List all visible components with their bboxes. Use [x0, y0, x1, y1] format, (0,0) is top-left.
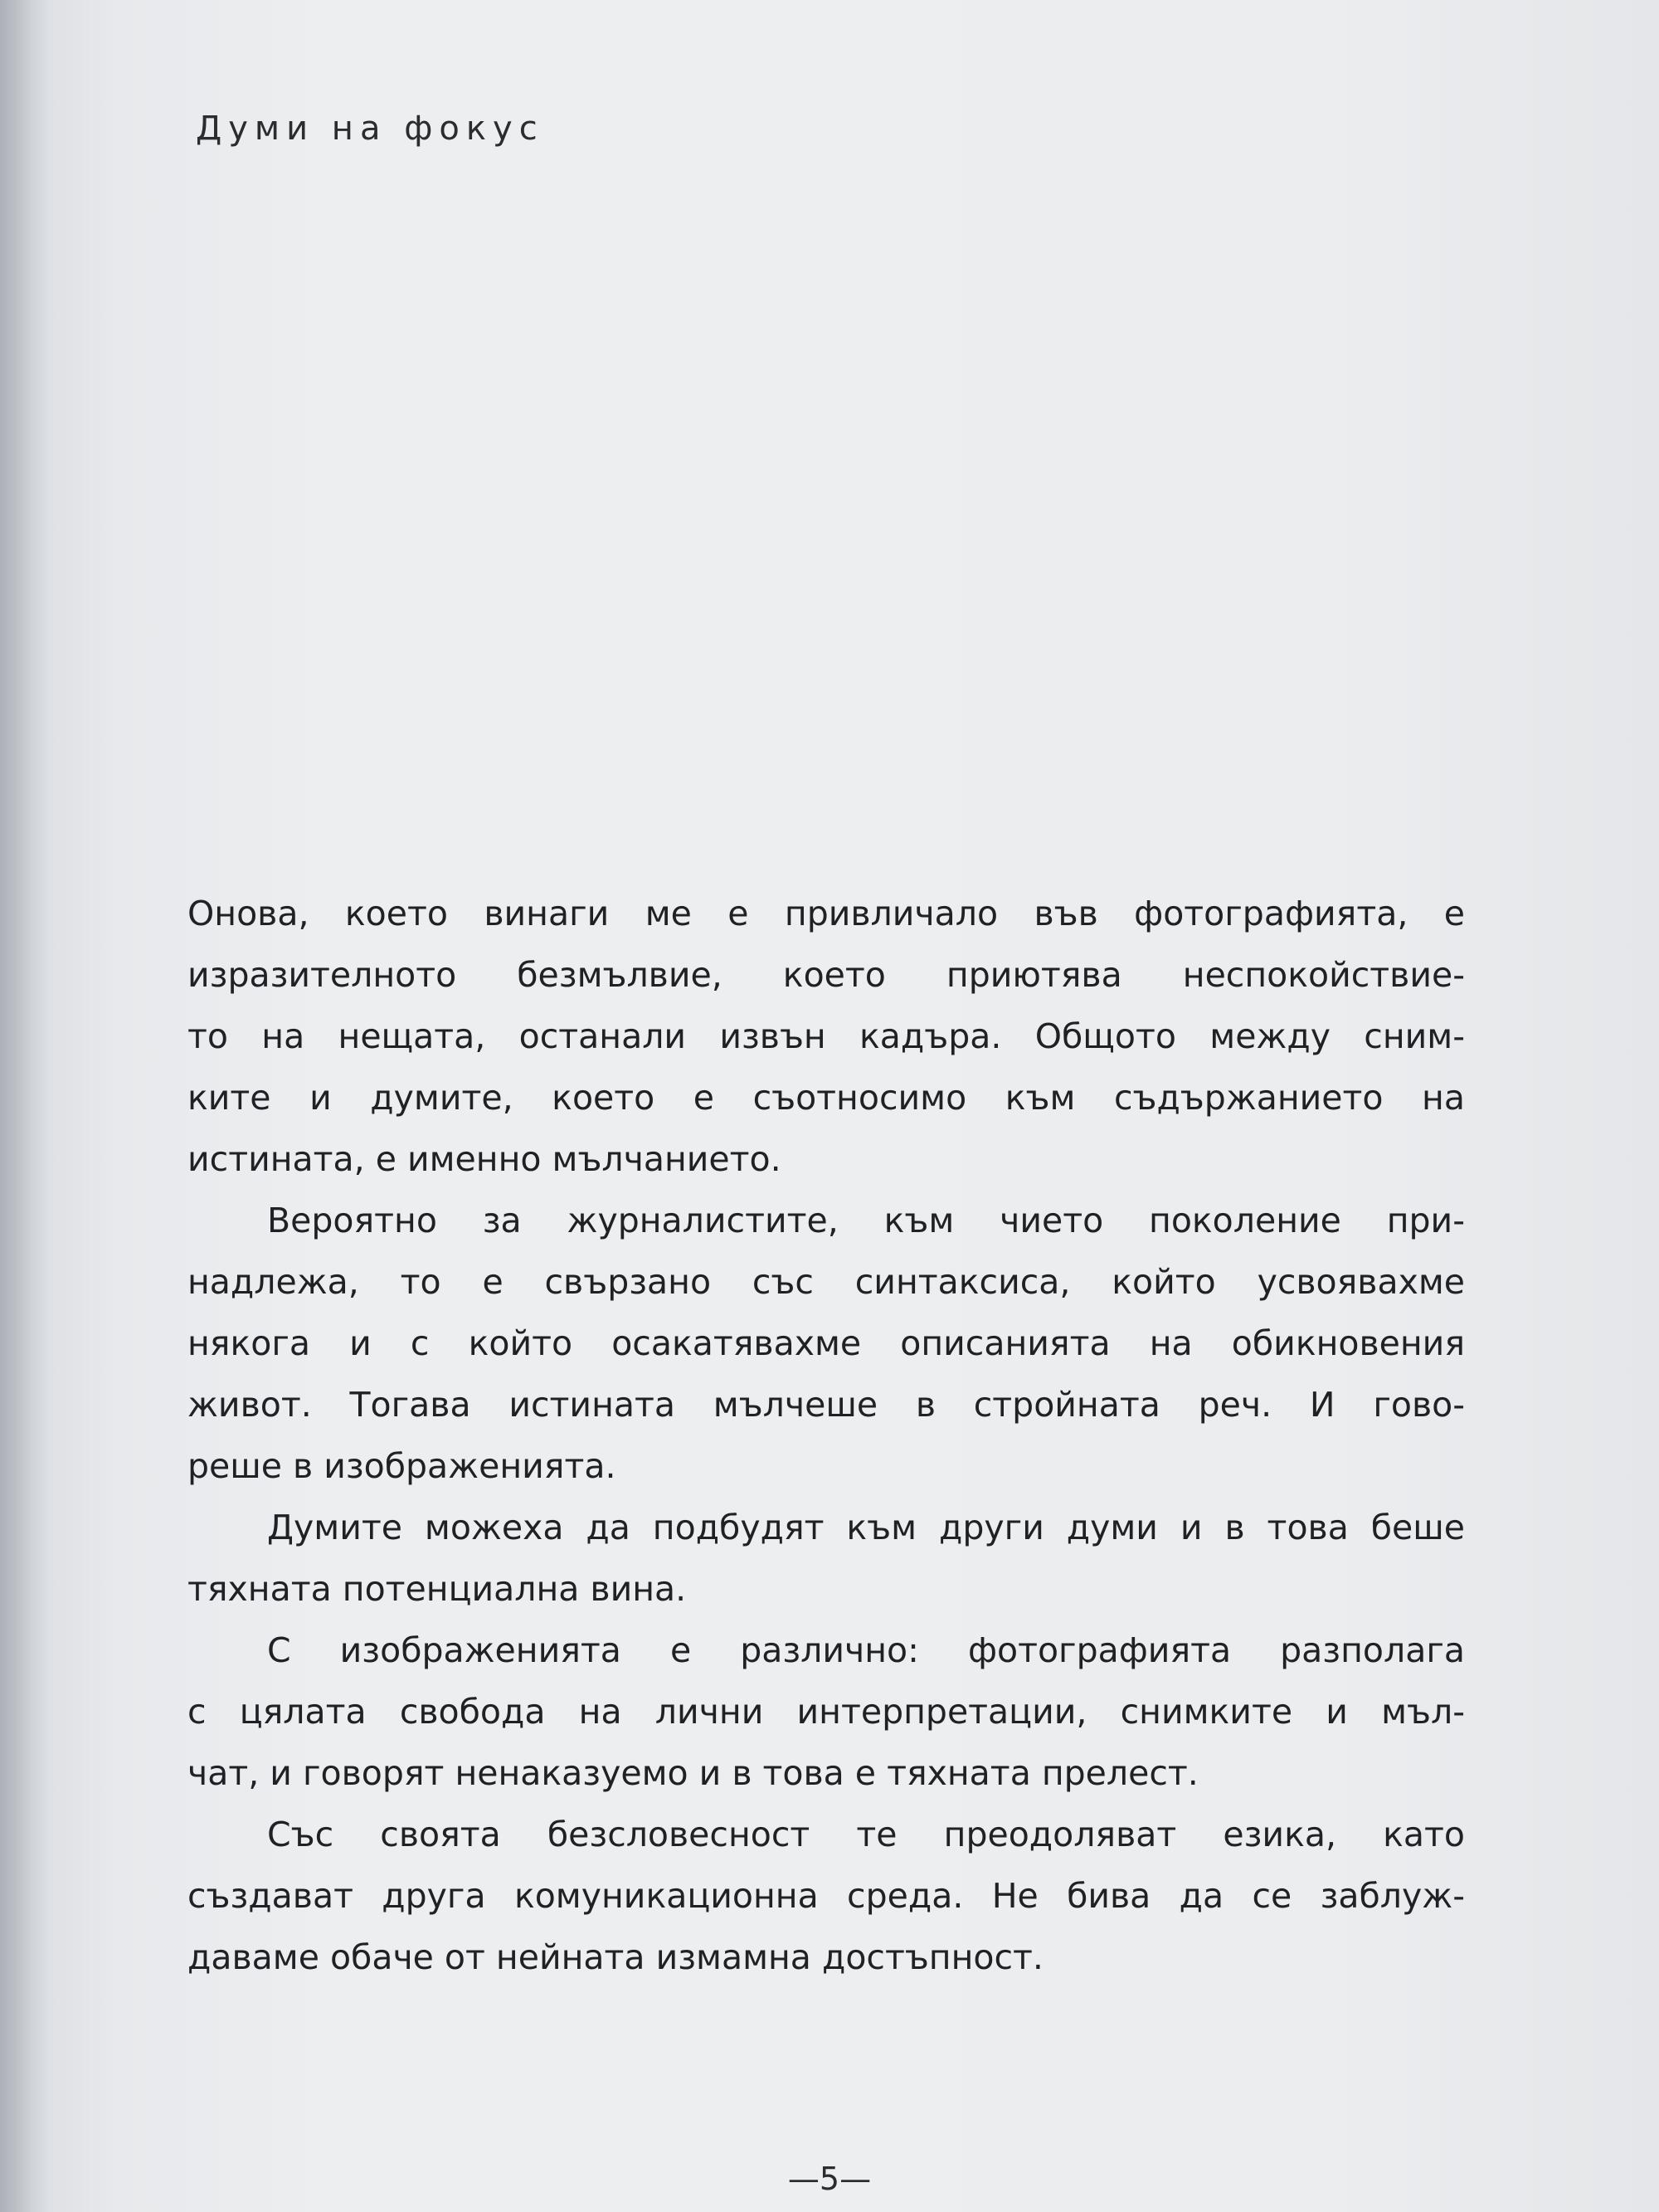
text-line: Онова, което винаги ме е привличало във фотографията, е	[187, 894, 1465, 933]
text-line: Със своята безсловесност те преодоляват езика, като	[267, 1815, 1465, 1854]
text-line: истината, е именно мълчанието.	[187, 1139, 781, 1179]
page-gutter-shadow	[0, 0, 50, 2212]
text-line: изразителното безмълвие, което приютява неспокойствие-	[187, 955, 1465, 995]
text-line: чат, и говорят ненаказуемо и в това е тяхната прелест.	[187, 1753, 1199, 1793]
text-line: то на нещата, останали извън кадъра. Общото между сним-	[187, 1016, 1465, 1056]
text-line: Вероятно за журналистите, към чието поколение при-	[267, 1201, 1465, 1240]
text-line: живот. Тогава истината мълчеше в стройната реч. И гово-	[187, 1385, 1465, 1425]
text-line: даваме обаче от нейната измамна достъпност.	[187, 1937, 1044, 1977]
paragraph	[187, 883, 1465, 1190]
text-line: Думите можеха да подбудят към други думи и в това беше	[267, 1508, 1465, 1547]
text-line: ките и думите, което е съотносимо към съдържанието на	[187, 1078, 1465, 1118]
paragraph	[187, 1804, 1465, 1988]
text-line: С изображенията е различно: фотографията разполага	[267, 1630, 1465, 1670]
text-line: тяхната потенциална вина.	[187, 1569, 687, 1609]
text-line: надлежа, то е свързано със синтаксиса, който усвоявахме	[187, 1262, 1465, 1302]
paragraph	[187, 1190, 1465, 1497]
body-text	[187, 883, 1465, 1988]
page-number: —5—	[787, 2161, 872, 2197]
text-line: с цялата свобода на лични интерпретации, снимките и мъл-	[187, 1692, 1465, 1732]
text-line: създават друга комуникационна среда. Не бива да се заблуж-	[187, 1876, 1465, 1916]
text-line: реше в изображенията.	[187, 1446, 616, 1486]
text-line: някога и с който осакатявахме описанията на обикновения	[187, 1323, 1465, 1363]
paragraph	[187, 1497, 1465, 1620]
running-head: Думи на фокус	[196, 110, 544, 148]
paragraph	[187, 1620, 1465, 1804]
